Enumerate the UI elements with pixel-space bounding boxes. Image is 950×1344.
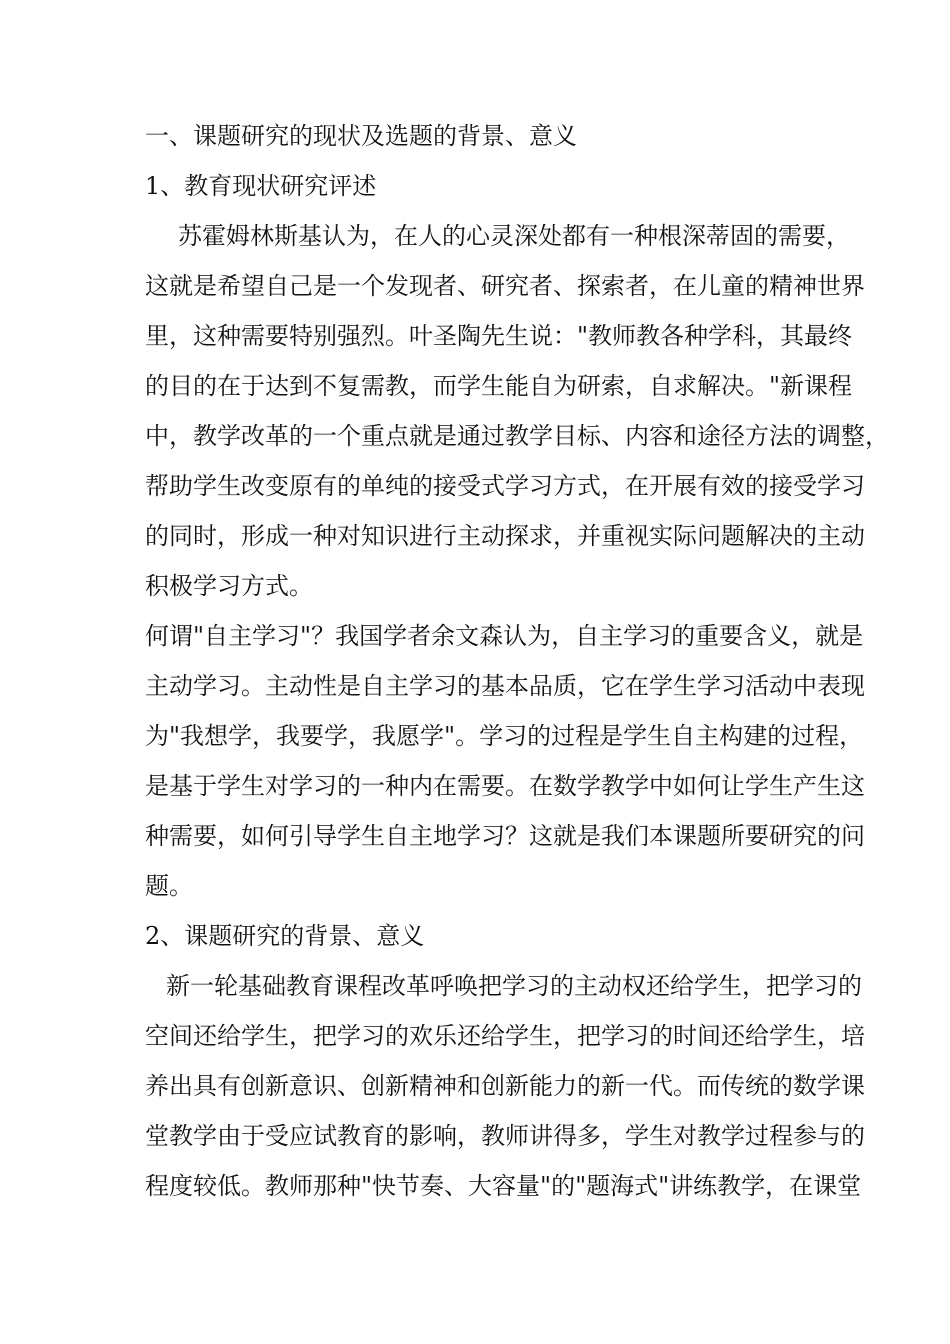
section2-paragraph1-line: 空间还给学生，把学习的欢乐还给学生，把学习的时间还给学生，培 (145, 1022, 865, 1050)
section1-paragraph1-line: 里，这种需要特别强烈。叶圣陶先生说："教师教各种学科，其最终 (145, 322, 853, 350)
section2-paragraph1-line: 堂教学由于受应试教育的影响，教师讲得多，学生对教学过程参与的 (145, 1122, 865, 1150)
section1-paragraph1-line: 中，教学改革的一个重点就是通过教学目标、内容和途径方法的调整， (145, 422, 889, 450)
section1-paragraph2-line: 何谓"自主学习"？我国学者余文森认为，自主学习的重要含义，就是 (145, 622, 864, 650)
section1-paragraph1-line: 这就是希望自己是一个发现者、研究者、探索者，在儿童的精神世界 (145, 272, 865, 300)
section2-paragraph1-line: 养出具有创新意识、创新精神和创新能力的新一代。而传统的数学课 (145, 1072, 865, 1100)
section2-paragraph1-line: 程度较低。教师那种"快节奏、大容量"的"题海式"讲练教学，在课堂 (145, 1172, 862, 1200)
section1-paragraph2-line: 题。 (145, 872, 193, 900)
section2-title: 2、课题研究的背景、意义 (145, 922, 425, 950)
section1-paragraph1-line: 帮助学生改变原有的单纯的接受式学习方式，在开展有效的接受学习 (145, 472, 865, 500)
section1-paragraph2-line: 种需要，如何引导学生自主地学习？这就是我们本课题所要研究的问 (145, 822, 865, 850)
section2-paragraph1-line: 新一轮基础教育课程改革呼唤把学习的主动权还给学生，把学习的 (166, 972, 862, 1000)
document-heading: 一、课题研究的现状及选题的背景、意义 (145, 122, 577, 150)
section1-paragraph2-line: 主动学习。主动性是自主学习的基本品质，它在学生学习活动中表现 (145, 672, 865, 700)
section1-paragraph1-line: 苏霍姆林斯基认为，在人的心灵深处都有一种根深蒂固的需要， (178, 222, 850, 250)
section1-paragraph1-line: 的目的在于达到不复需教，而学生能自为研索，自求解决。"新课程 (145, 372, 853, 400)
section1-paragraph1-line: 的同时，形成一种对知识进行主动探求，并重视实际问题解决的主动 (145, 522, 865, 550)
section1-paragraph2-line: 是基于学生对学习的一种内在需要。在数学教学中如何让学生产生这 (145, 772, 865, 800)
section1-title: 1、教育现状研究评述 (145, 172, 377, 200)
section1-paragraph1-line: 积极学习方式。 (145, 572, 313, 600)
section1-paragraph2-line: 为"我想学，我要学，我愿学"。学习的过程是学生自主构建的过程， (145, 722, 864, 750)
